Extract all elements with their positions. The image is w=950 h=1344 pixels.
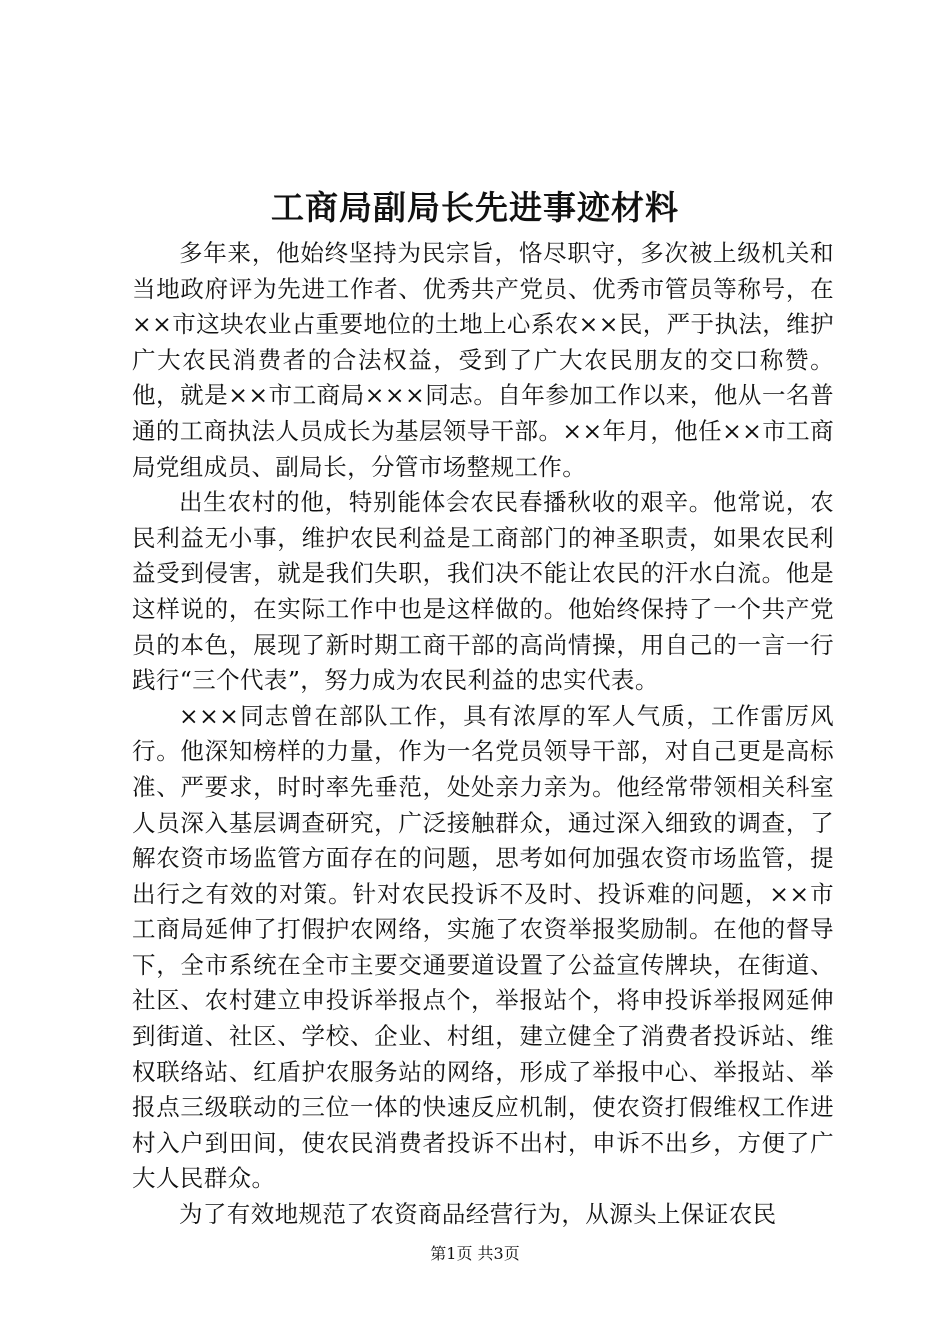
- paragraph-4: 为了有效地规范了农资商品经营行为，从源头上保证农民: [179, 1200, 777, 1229]
- paragraph-3: ×××同志曾在部队工作，具有浓厚的军人气质，工作雷厉风行。他深知榜样的力量，作为一名党员领导干部，对自己更是高标准、严要求，时时率先垂范，处处亲力亲为。他经常带领相关科室人员深入基层调查研究，广泛接触群众，通过深入细致的调查，了解农资市场监管方面存在的问题，思考如何加强农资市场监管，提出行之有效的对策。针对农民投诉不及时、投诉难的问题，××市工商局延伸了打假护农网络，实施了农资举报奖励制。在他的督导下，全市系统在全市主要交通要道设置了公益宣传牌块，在街道、社区、农村建立申投诉举报点个，举报站个，将申投诉举报网延伸到街道、社区、学校、企业、村组，建立健全了消费者投诉站、维权联络站、红盾护农服务站的网络，形成了举报中心、举报站、举报点三级联动的三位一体的快速反应机制，使农资打假维权工作进村入户到田间，使农民消费者投诉不出村，申诉不出乡，方便了广大人民群众。: [132, 701, 834, 1193]
- paragraph-2: 出生农村的他，特别能体会农民春播秋收的艰辛。他常说，农民利益无小事，维护农民利益是工商部门的神圣职责，如果农民利益受到侵害，就是我们失职，我们决不能让农民的汗水白流。他是这样说的，在实际工作中也是这样做的。他始终保持了一个共产党员的本色，展现了新时期工商干部的高尚情操，用自己的一言一行践行“三个代表”，努力成为农民利益的忠实代表。: [132, 488, 834, 695]
- paragraph-1: 多年来，他始终坚持为民宗旨，恪尽职守，多次被上级机关和当地政府评为先进工作者、优秀共产党员、优秀市管员等称号，在××市这块农业占重要地位的土地上心系农××民，严于执法，维护广大农民消费者的合法权益，受到了广大农民朋友的交口称赞。他，就是××市工商局×××同志。自年参加工作以来，他从一名普通的工商执法人员成长为基层领导干部。××年月，他任××市工商局党组成员、副局长，分管市场整规工作。: [132, 239, 834, 481]
- document-title: 工商局副局长先进事迹材料: [271, 188, 679, 227]
- document-body: [132, 236, 834, 1233]
- page-number-footer: 第1页 共3页: [430, 1244, 520, 1263]
